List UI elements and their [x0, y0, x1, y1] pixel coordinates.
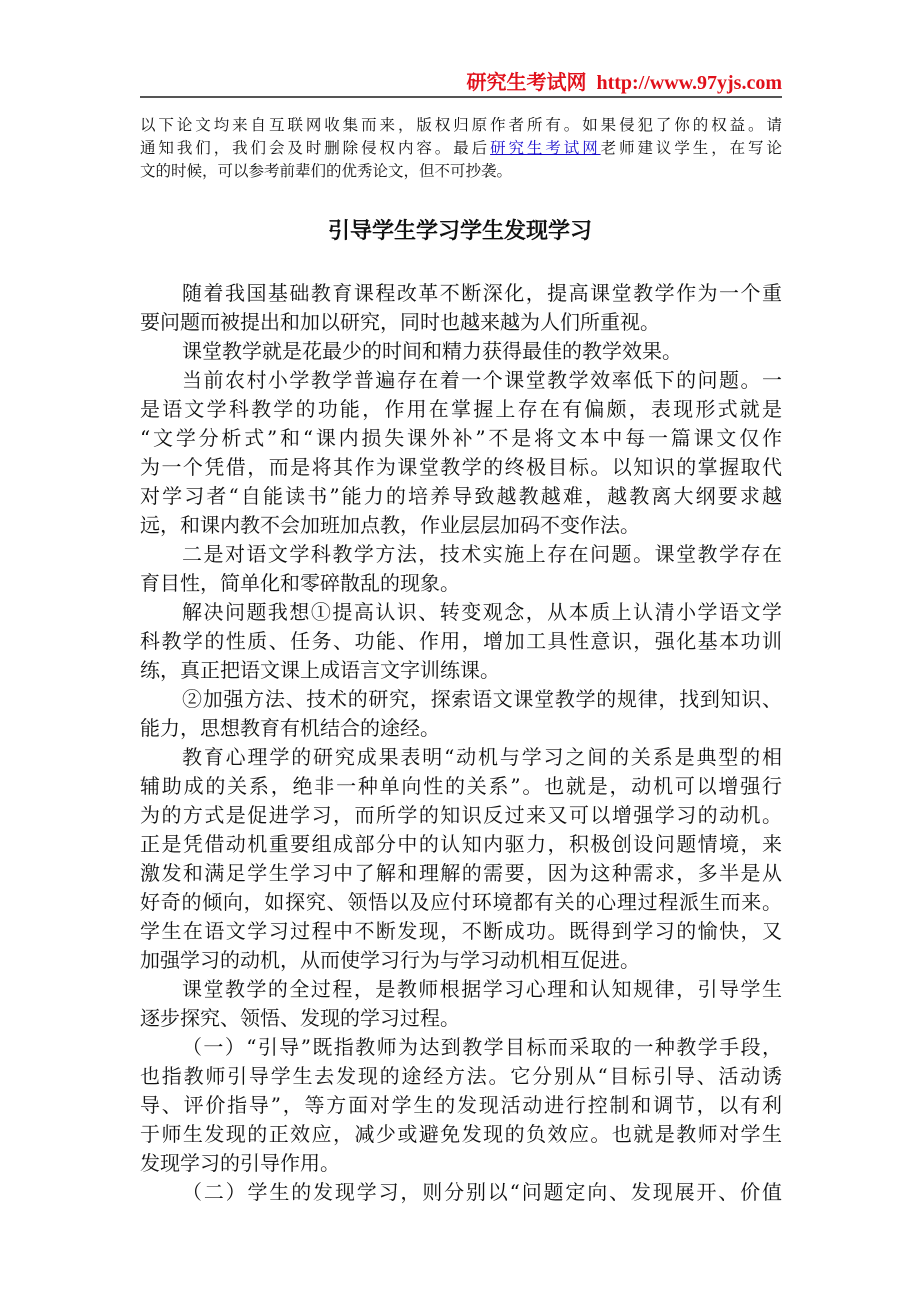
site-link[interactable]: 研究生考试网: [490, 139, 601, 157]
paragraph-line: 育目性，简单化和零碎散乱的现象。: [140, 571, 460, 595]
paragraph-line: 好奇的倾向，如探究、领悟以及应付环境都有关的心理过程派生而来。: [140, 890, 782, 914]
paragraph-line: 二是对语文学科教学方法，技术实施上存在问题。课堂教学存在: [182, 542, 782, 566]
paragraph-line: 辅助成的关系，绝非一种单向性的关系”。也就是，动机可以增强行: [140, 774, 782, 798]
notice-line: 以下论文均来自互联网收集而来，版权归原作者所有。如果侵犯了你的权益。请: [140, 116, 782, 134]
header-site-name: 研究生考试网: [466, 72, 587, 94]
paragraph-line: 正是凭借动机重要组成部分中的认知内驱力，积极创设问题情境，来: [140, 832, 782, 856]
paragraph-line: 也指教师引导学生去发现的途经方法。它分别从“目标引导、活动诱: [140, 1064, 782, 1088]
paragraph: [140, 540, 782, 598]
paragraph-line: ②加强方法、技术的研究，探索语文课堂教学的规律，找到知识、: [182, 687, 782, 711]
paragraph-line: 加强学习的动机，从而使学习行为与学习动机相互促进。: [140, 948, 640, 972]
article-title: 引导学生学习学生发现学习: [327, 219, 592, 244]
paragraph-line: 能力，思想教育有机结合的途经。: [140, 716, 440, 740]
paragraph-line: 随着我国基础教育课程改革不断深化，提高课堂教学作为一个重: [182, 281, 782, 305]
paragraph-line: 要问题而被提出和加以研究，同时也越来越为人们所重视。: [140, 310, 660, 334]
notice-text: 老师建议学生，在写论: [600, 139, 782, 157]
paragraph-line: 教育心理学的研究成果表明“动机与学习之间的关系是典型的相: [182, 745, 782, 769]
paragraph-line: 远，和课内教不会加班加点教，作业层层加码不变作法。: [140, 513, 640, 537]
paragraph: [140, 1178, 782, 1207]
paragraph: [140, 975, 782, 1033]
header-url[interactable]: http://www.97yjs.com: [596, 72, 782, 94]
notice-line: [140, 137, 782, 160]
paragraph-line: 激发和满足学生学习中了解和理解的需要，因为这种需求，多半是从: [140, 861, 782, 885]
paragraph: [140, 685, 782, 743]
paragraph-line: 于师生发现的正效应，减少或避免发现的负效应。也就是教师对学生: [140, 1122, 782, 1146]
paragraph-line: 是语文学科教学的功能，作用在掌握上存在有偏颇，表现形式就是: [140, 397, 782, 421]
paragraph-line: 解决问题我想①提高认识、转变观念，从本质上认清小学语文学: [182, 600, 782, 624]
paragraph-line: 课堂教学就是花最少的时间和精力获得最佳的教学效果。: [182, 339, 682, 363]
paragraph-line: 为一个凭借，而是将其作为课堂教学的终极目标。以知识的掌握取代: [140, 455, 782, 479]
paragraph-line: 发现学习的引导作用。: [140, 1151, 340, 1175]
copyright-notice: [140, 114, 782, 183]
paragraph-line: （一）“引导”既指教师为达到教学目标而采取的一种教学手段，: [182, 1035, 782, 1059]
paragraph-line: 练，真正把语文课上成语言文字训练课。: [140, 658, 500, 682]
paragraph-line: 逐步探究、领悟、发现的学习过程。: [140, 1006, 460, 1030]
paragraph: [140, 743, 782, 975]
paragraph-line: 学生在语文学习过程中不断发现，不断成功。既得到学习的愉快，又: [140, 919, 782, 943]
notice-line: 文的时候，可以参考前辈们的优秀论文，但不可抄袭。: [140, 162, 513, 180]
paragraph: [140, 1033, 782, 1178]
paragraph: [140, 279, 782, 337]
paragraph-line: 对学习者“自能读书”能力的培养导致越教越难，越教离大纲要求越: [140, 484, 782, 508]
paragraph-line: “文学分析式”和“课内损失课外补”不是将文本中每一篇课文仅作: [140, 426, 782, 450]
notice-text: 通知我们，我们会及时删除侵权内容。最后: [140, 139, 491, 157]
paragraph-line: 导、评价指导”，等方面对学生的发现活动进行控制和调节，以有利: [140, 1093, 782, 1117]
paragraph-line: 课堂教学的全过程，是教师根据学习心理和认知规律，引导学生: [182, 977, 782, 1001]
paragraph: [140, 366, 782, 540]
paragraph: [140, 598, 782, 685]
paragraph-line: 为的方式是促进学习，而所学的知识反过来又可以增强学习的动机。: [140, 803, 782, 827]
page-header: [140, 66, 782, 98]
paragraph: [140, 337, 782, 366]
paragraph-line: 当前农村小学教学普遍存在着一个课堂教学效率低下的问题。一: [182, 368, 782, 392]
paragraph-line: 科教学的性质、任务、功能、作用，增加工具性意识，强化基本功训: [140, 629, 782, 653]
article-body: [140, 279, 782, 1207]
paragraph-line: （二）学生的发现学习，则分别以“问题定向、发现展开、价值: [182, 1180, 782, 1204]
